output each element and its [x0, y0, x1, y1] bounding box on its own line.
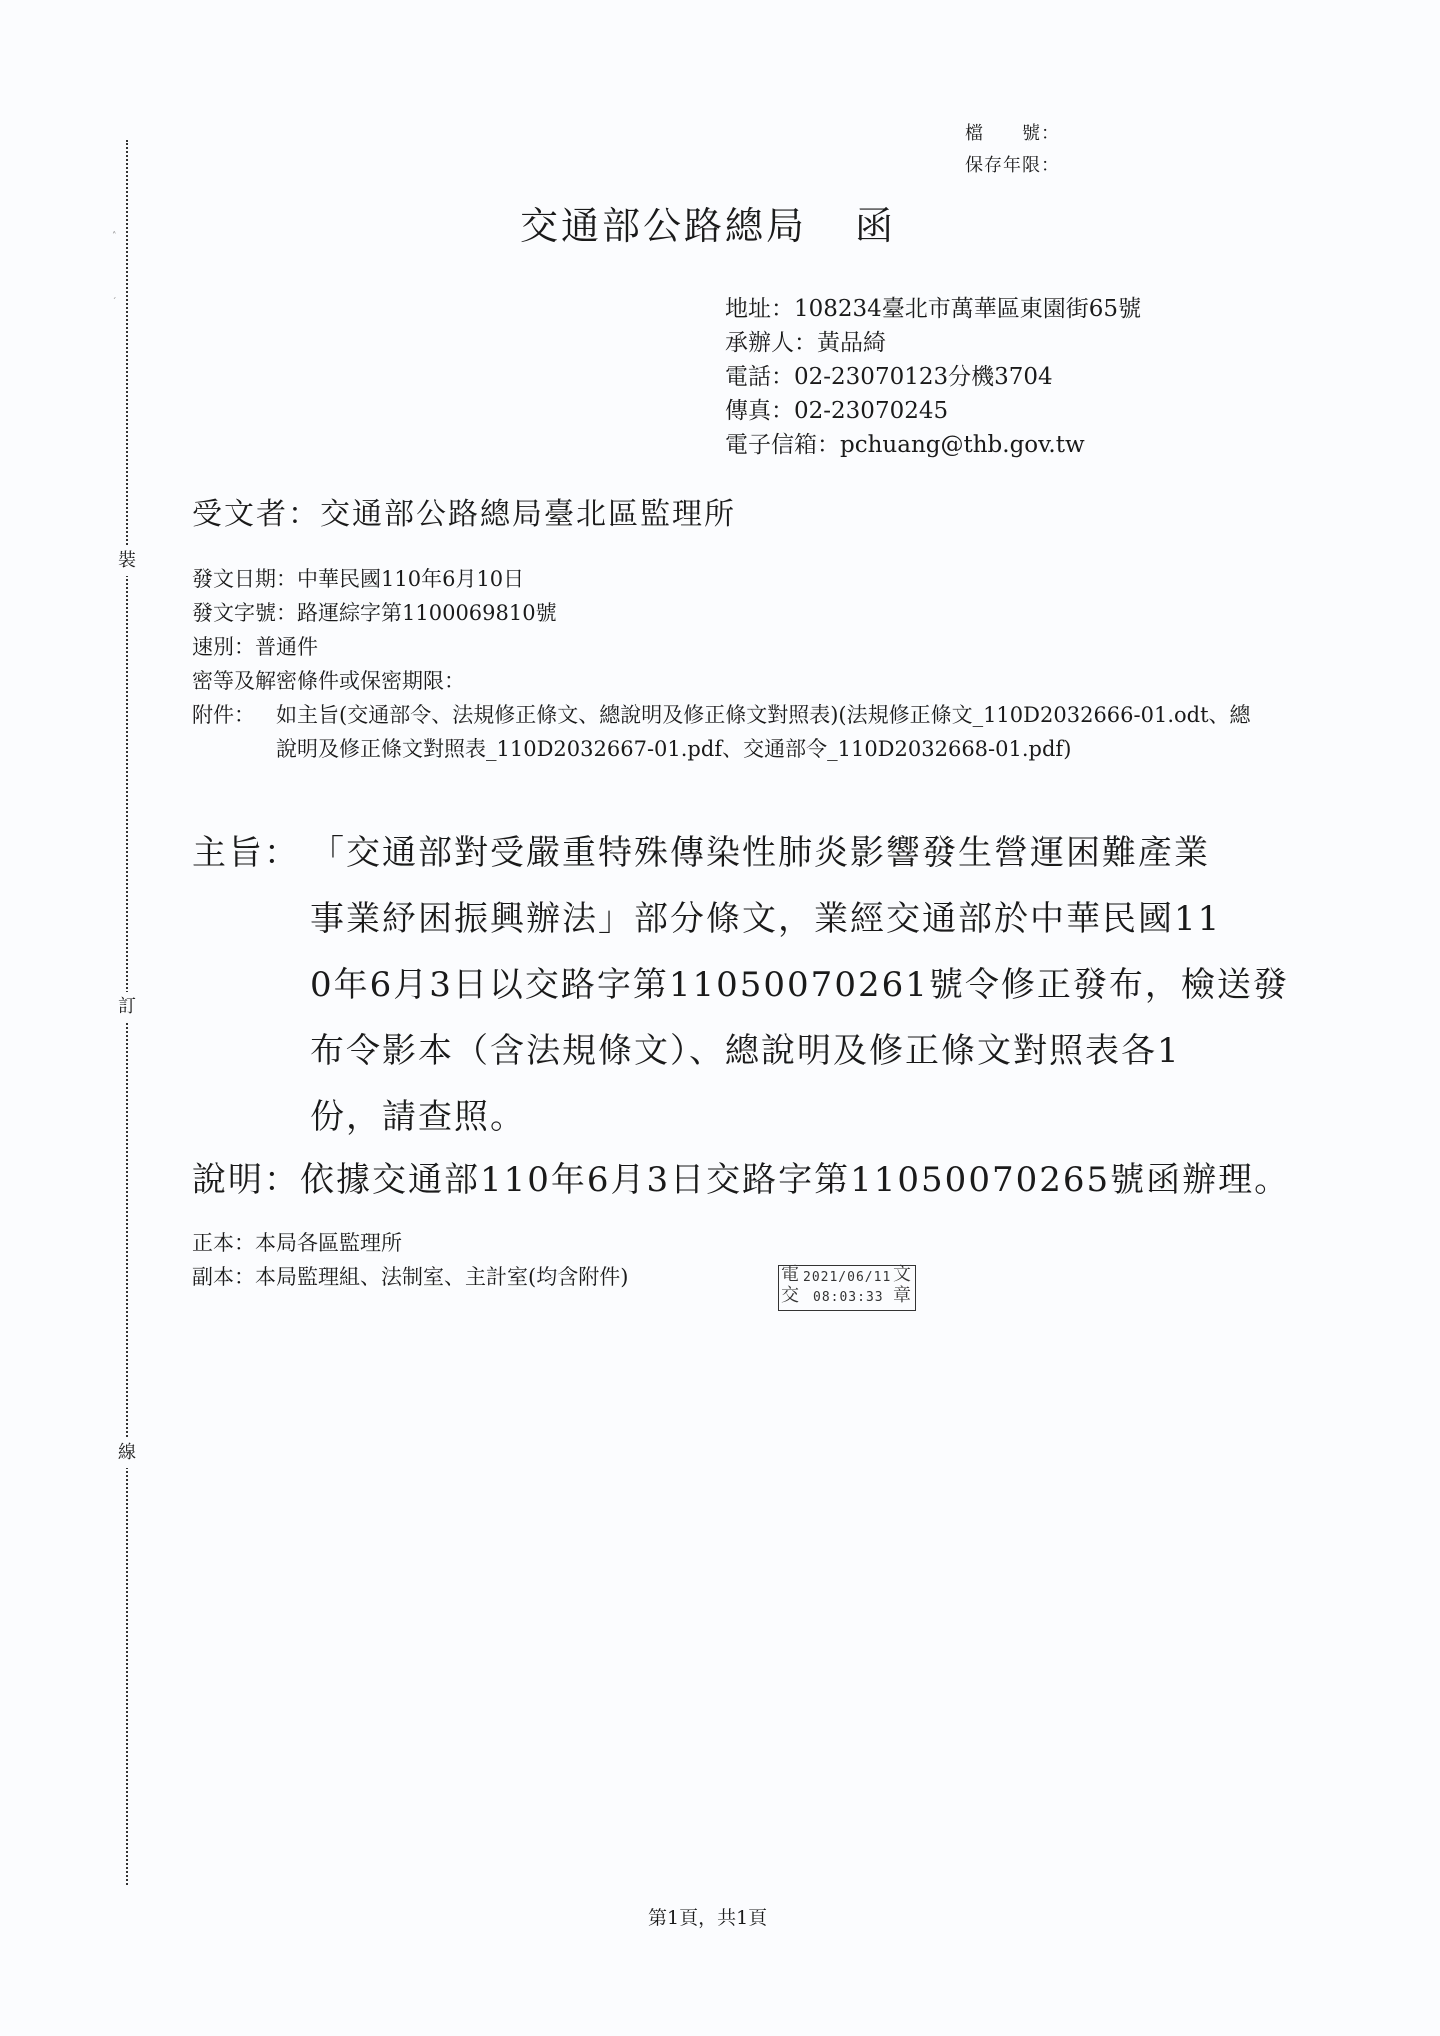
- handler: 承辦人：黃品綺: [725, 330, 886, 356]
- file-number-label: 檔 號：: [965, 123, 1060, 144]
- scan-speck: ˊ: [112, 298, 117, 308]
- recipient: 受文者：交通部公路總局臺北區監理所: [192, 497, 736, 532]
- dispatch-number: 發文字號：路運綜字第1100069810號: [192, 601, 557, 625]
- email: 電子信箱：pchuang@thb.gov.tw: [725, 432, 1085, 458]
- contact-block: [725, 292, 1141, 462]
- binding-char-xian: 線: [116, 1438, 138, 1468]
- dispatch-meta: [192, 562, 557, 698]
- attachment-label: 附件：: [192, 703, 255, 727]
- subject-label: 主旨：: [192, 833, 300, 873]
- document-title: [520, 195, 896, 250]
- agency-name: 交通部公路總局: [520, 204, 808, 248]
- stamp-date: 2021/06/11: [803, 1270, 892, 1285]
- stamp-char: 交: [781, 1285, 799, 1306]
- subject-line: 0年6月3日以交路字第11050070261號令修正發布，檢送發: [310, 965, 1289, 1005]
- stamp-char: 文: [893, 1264, 911, 1285]
- attachment-text: 如主旨(交通部令、法規修正條文、總說明及修正條文對照表)(法規修正條文_110D2032666-01.odt、總說明及修正條文對照表_110D2032667-01.pdf、交通部令_110D2032668-01.pdf): [276, 703, 1251, 761]
- page-number: 第1頁，共1頁: [648, 1907, 768, 1929]
- subject-line: 份，請查照。: [310, 1097, 526, 1137]
- subject-line: 「交通部對受嚴重特殊傳染性肺炎影響發生營運困難產業: [310, 833, 1210, 873]
- secrecy-level: 密等及解密條件或保密期限：: [192, 669, 465, 693]
- stamp-time: 08:03:33: [813, 1290, 884, 1305]
- binding-char-zhuang: 裝: [116, 546, 138, 576]
- document-type: 函: [855, 204, 897, 248]
- explanation: 說明：依據交通部110年6月3日交路字第11050070265號函辦理。: [192, 1160, 1291, 1200]
- address: 地址：108234臺北市萬華區東園街65號: [725, 296, 1142, 322]
- retention-label: 保存年限：: [965, 155, 1060, 176]
- cc-recipients: 副本：本局監理組、法制室、主計室(均含附件): [192, 1265, 629, 1289]
- original-recipient: 正本：本局各區監理所: [192, 1231, 402, 1255]
- scan-speck: ˄: [112, 232, 117, 242]
- fax: 傳真：02-23070245: [725, 398, 949, 424]
- stamp-char: 章: [893, 1285, 911, 1306]
- dispatch-date: 發文日期：中華民國110年6月10日: [192, 567, 525, 591]
- file-meta: [965, 118, 1060, 182]
- copies: [192, 1226, 628, 1294]
- stamp-char: 電: [781, 1264, 799, 1285]
- subject-line: 事業紓困振興辦法」部分條文，業經交通部於中華民國11: [310, 899, 1222, 939]
- electronic-dispatch-stamp: [778, 1265, 916, 1311]
- binding-char-ding: 訂: [116, 992, 138, 1022]
- speed-class: 速別：普通件: [192, 635, 318, 659]
- subject-line: 布令影本（含法規條文）、總說明及修正條文對照表各1: [310, 1031, 1181, 1071]
- phone: 電話：02-23070123分機3704: [725, 364, 1053, 390]
